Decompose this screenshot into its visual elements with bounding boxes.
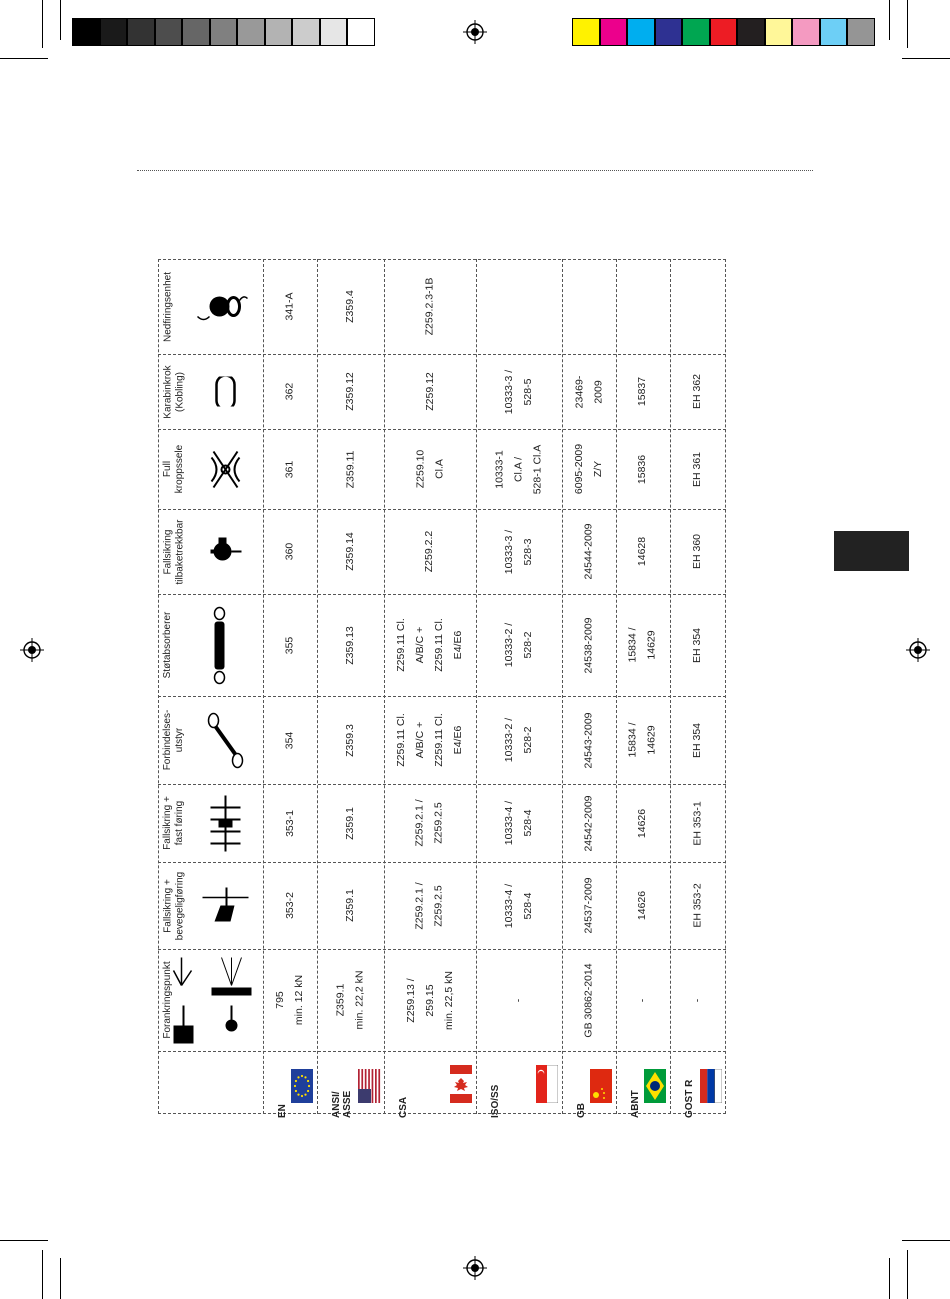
china-flag bbox=[590, 1069, 612, 1108]
table-cell bbox=[384, 509, 476, 594]
color-swatch bbox=[600, 18, 628, 46]
karabiner-icon bbox=[196, 354, 259, 429]
lanyard-icon bbox=[196, 696, 259, 784]
table-cell bbox=[263, 429, 317, 509]
standard-cell-csa bbox=[384, 1051, 476, 1118]
table-cell bbox=[616, 949, 670, 1051]
crop-mark bbox=[60, 0, 61, 40]
table-cell bbox=[384, 259, 476, 354]
color-swatch bbox=[792, 18, 820, 46]
table-cell bbox=[263, 949, 317, 1051]
anchor-point-icon bbox=[184, 949, 259, 1051]
cell-value: ЕН 353-2 bbox=[691, 883, 704, 928]
cell-value: Z359.1 bbox=[343, 806, 356, 840]
harness-icon bbox=[196, 429, 259, 509]
table-cell bbox=[263, 354, 317, 429]
gray-swatch bbox=[182, 18, 210, 46]
table-cell bbox=[317, 784, 384, 862]
table-cell bbox=[317, 594, 384, 696]
standard-cell-abnt bbox=[616, 1051, 670, 1118]
table-cell bbox=[476, 429, 562, 509]
section-tab bbox=[834, 531, 909, 571]
cell-value: ЕН 362 bbox=[691, 373, 704, 410]
table-cell bbox=[317, 429, 384, 509]
crop-mark bbox=[902, 58, 950, 59]
table-cell bbox=[616, 696, 670, 784]
table-cell bbox=[562, 949, 616, 1051]
cell-value: Z259.13 / 259.15 min. 22,5 kN bbox=[404, 970, 455, 1030]
dotted-separator bbox=[137, 170, 813, 171]
cell-value: 15834 / 14629 bbox=[626, 722, 658, 758]
table-cell bbox=[384, 696, 476, 784]
registration-mark-icon bbox=[463, 1256, 487, 1280]
cell-value: Z359.11 bbox=[344, 450, 356, 488]
column-header-label: Fallsikring + fast føring bbox=[162, 796, 185, 850]
cell-value: 14626 bbox=[636, 808, 649, 838]
gray-swatch bbox=[320, 18, 348, 46]
cell-value: 24543-2009 bbox=[582, 711, 595, 769]
cell-value: Z359.1 min. 22,2 kN bbox=[334, 970, 366, 1030]
cell-value: ЕН 354 bbox=[691, 722, 704, 758]
column-header-label: Forbindelses- utstyr bbox=[162, 709, 185, 771]
standard-cell-isoss bbox=[476, 1051, 562, 1118]
crop-mark bbox=[0, 58, 48, 59]
gray-swatch bbox=[155, 18, 183, 46]
cell-value: Z259.2.1 / Z259.2.5 bbox=[414, 799, 445, 847]
energy-absorber-icon bbox=[184, 594, 259, 696]
guided-fall-arrester-icon bbox=[196, 784, 259, 862]
cell-value: 10333-1 Cl.A / 528-1 Cl.A bbox=[493, 444, 544, 494]
cell-value: Z359.3 bbox=[343, 723, 356, 757]
table-cell bbox=[384, 594, 476, 696]
column-header-label: Forankringspunkt bbox=[162, 961, 173, 1039]
gray-swatch bbox=[210, 18, 238, 46]
table-cell bbox=[562, 509, 616, 594]
table-cell bbox=[670, 784, 726, 862]
standards-table bbox=[158, 259, 726, 1118]
table-cell bbox=[616, 594, 670, 696]
color-swatch bbox=[627, 18, 655, 46]
crop-mark bbox=[907, 0, 908, 48]
gray-swatch bbox=[292, 18, 320, 46]
table-cell bbox=[616, 784, 670, 862]
table-cell bbox=[562, 862, 616, 949]
cell-value: ЕН 354 bbox=[691, 627, 704, 663]
standard-cell-en bbox=[263, 1051, 317, 1118]
standard-label: CSA bbox=[398, 1096, 409, 1118]
cell-value: 15837 bbox=[636, 376, 649, 407]
cell-value: 15834 / 14629 bbox=[626, 627, 658, 663]
cell-value: Z259.2.2 bbox=[423, 530, 436, 573]
table-cell bbox=[616, 862, 670, 949]
table-cell bbox=[670, 509, 726, 594]
cell-value: Z359.1 bbox=[343, 889, 356, 922]
table-cell bbox=[476, 594, 562, 696]
cell-value: Z259.12 bbox=[423, 372, 436, 411]
standard-label: GOST R bbox=[684, 1079, 695, 1118]
cell-value: 6095-2009 Z/Y bbox=[573, 443, 604, 495]
gray-swatch bbox=[237, 18, 265, 46]
table-cell bbox=[616, 509, 670, 594]
table-cell bbox=[670, 259, 726, 354]
column-header-connecting bbox=[158, 696, 263, 784]
standard-label: ISO/SS bbox=[490, 1084, 501, 1118]
standard-cell-gb bbox=[562, 1051, 616, 1118]
table-cell bbox=[317, 259, 384, 354]
table-cell bbox=[562, 696, 616, 784]
cell-value: 24538-2009 bbox=[582, 616, 595, 674]
cell-value: 10333-2 / 528-2 bbox=[503, 622, 534, 668]
table-cell bbox=[562, 429, 616, 509]
table-cell bbox=[670, 949, 726, 1051]
table-cell bbox=[263, 259, 317, 354]
standard-label: ANSI/ ASSE bbox=[331, 1090, 353, 1118]
table-cell bbox=[317, 862, 384, 949]
cell-value: 353-1 bbox=[283, 809, 296, 837]
standard-label: ABNT bbox=[630, 1090, 641, 1118]
canada-flag bbox=[450, 1065, 472, 1108]
registration-mark-icon bbox=[20, 638, 44, 662]
table-cell bbox=[616, 429, 670, 509]
mobile-fall-arrester-icon bbox=[196, 862, 259, 949]
gray-swatch bbox=[100, 18, 128, 46]
cell-value: 341-A bbox=[283, 292, 296, 321]
crop-mark bbox=[0, 1240, 48, 1241]
color-swatch bbox=[655, 18, 683, 46]
cell-value: Z259.10 Cl.A bbox=[414, 449, 445, 489]
table-cell bbox=[317, 696, 384, 784]
gray-swatch bbox=[347, 18, 375, 46]
table-cell bbox=[670, 696, 726, 784]
column-header-label: Støtabsorberer bbox=[162, 611, 173, 679]
cell-value: ЕН 353-1 bbox=[691, 800, 704, 846]
cell-value: Z259.2.3-1B bbox=[423, 277, 436, 336]
column-header-label: Nedfiringsenhet bbox=[162, 271, 173, 342]
crop-mark bbox=[889, 0, 890, 40]
brazil-flag bbox=[644, 1069, 666, 1108]
color-swatch bbox=[737, 18, 765, 46]
table-cell bbox=[263, 784, 317, 862]
cell-value: 10333-2 / 528-2 bbox=[503, 717, 534, 763]
table-cell bbox=[384, 784, 476, 862]
table-cell bbox=[476, 259, 562, 354]
cell-value: 361 bbox=[283, 460, 296, 478]
column-header-moving bbox=[158, 862, 263, 949]
cell-value: 360 bbox=[283, 542, 296, 561]
table-cell bbox=[263, 862, 317, 949]
column-header-absorber bbox=[158, 594, 263, 696]
table-cell bbox=[670, 354, 726, 429]
table-cell bbox=[476, 509, 562, 594]
registration-mark-icon bbox=[463, 20, 487, 44]
eu-flag bbox=[291, 1069, 313, 1108]
table-cell bbox=[616, 354, 670, 429]
column-header-retractable bbox=[158, 509, 263, 594]
cell-value: Z259.2.1 / Z259.2.5 bbox=[414, 881, 445, 930]
cell-value: - bbox=[512, 998, 525, 1002]
cell-value: 24544-2009 bbox=[582, 523, 595, 580]
table-cell bbox=[562, 259, 616, 354]
cell-value: 354 bbox=[283, 731, 296, 749]
registration-mark-icon bbox=[906, 638, 930, 662]
table-cell bbox=[670, 429, 726, 509]
cell-value: ЕН 361 bbox=[691, 451, 704, 487]
crop-mark bbox=[42, 1250, 43, 1299]
color-swatch bbox=[765, 18, 793, 46]
cell-value: 10333-3 / 528-3 bbox=[503, 529, 534, 574]
column-header-anchor bbox=[158, 949, 263, 1051]
cell-value: 795 min. 12 kN bbox=[274, 974, 305, 1026]
cell-value: Z259.11 Cl. A/B/C + Z259.11 Cl. E4/E6 bbox=[395, 713, 464, 767]
table-cell bbox=[476, 354, 562, 429]
cell-value: Z359.14 bbox=[344, 532, 356, 571]
table-cell bbox=[562, 784, 616, 862]
table-cell bbox=[384, 949, 476, 1051]
cell-value: Z359.13 bbox=[344, 625, 356, 665]
crop-mark bbox=[907, 1250, 908, 1299]
table-cell bbox=[616, 259, 670, 354]
color-swatch bbox=[847, 18, 875, 46]
column-header-fixed bbox=[158, 784, 263, 862]
crop-mark bbox=[60, 1258, 61, 1299]
column-header-label: Full kroppssele bbox=[162, 444, 185, 494]
color-swatch bbox=[820, 18, 848, 46]
column-header-label: Karabinkrok (Kobling) bbox=[162, 364, 185, 419]
table-cell bbox=[670, 594, 726, 696]
table-cell bbox=[562, 354, 616, 429]
crop-mark bbox=[42, 0, 43, 48]
table-cell bbox=[317, 354, 384, 429]
table-cell bbox=[476, 949, 562, 1051]
retractable-fall-arrester-icon bbox=[196, 509, 259, 594]
table-cell bbox=[263, 696, 317, 784]
column-header-label: Fallsikring tilbaketrekkbar bbox=[162, 518, 185, 585]
russia-flag bbox=[700, 1069, 722, 1108]
cell-value: Z359.4 bbox=[343, 290, 356, 323]
column-header-karabiner bbox=[158, 354, 263, 429]
standard-cell-ansiasse bbox=[317, 1051, 384, 1118]
table-cell bbox=[263, 509, 317, 594]
table-cell bbox=[384, 354, 476, 429]
cell-value: ЕН 360 bbox=[691, 533, 704, 570]
standard-cell-gostr bbox=[670, 1051, 726, 1118]
cell-value: 362 bbox=[283, 382, 296, 401]
table-cell bbox=[384, 862, 476, 949]
table-cell bbox=[476, 862, 562, 949]
standard-label: GB bbox=[576, 1103, 587, 1118]
cell-value: Z359.12 bbox=[344, 372, 356, 411]
table-cell bbox=[317, 949, 384, 1051]
cell-value: 24542-2009 bbox=[582, 794, 595, 852]
cell-value: 23469- 2009 bbox=[572, 375, 604, 408]
cell-value: 24537-2009 bbox=[582, 877, 595, 934]
column-header-descender bbox=[158, 259, 263, 354]
cell-value: 15836 bbox=[636, 454, 649, 484]
table-cell bbox=[476, 696, 562, 784]
column-header-label: Fallsikring + bevegeligføring bbox=[162, 871, 185, 940]
cell-value: 353-2 bbox=[283, 892, 296, 919]
cell-value: Z259.11 Cl. A/B/C + Z259.11 Cl. E4/E6 bbox=[395, 618, 464, 672]
column-header-harness bbox=[158, 429, 263, 509]
color-swatch bbox=[682, 18, 710, 46]
cell-value: - bbox=[691, 998, 704, 1002]
crop-mark bbox=[902, 1240, 950, 1241]
table-cell bbox=[562, 594, 616, 696]
color-swatch bbox=[710, 18, 738, 46]
cell-value: 10333-3 / 528-5 bbox=[503, 369, 534, 414]
table-cell bbox=[384, 429, 476, 509]
standard-label: EN bbox=[277, 1104, 288, 1118]
singapore-flag bbox=[536, 1065, 558, 1108]
gray-swatch bbox=[127, 18, 155, 46]
us-flag bbox=[358, 1069, 382, 1108]
cell-value: GB 30862-2014 bbox=[582, 962, 595, 1038]
descender-icon bbox=[184, 259, 259, 354]
table-cell bbox=[670, 862, 726, 949]
cell-value: - bbox=[636, 998, 649, 1002]
cell-value: 14628 bbox=[636, 536, 649, 567]
cell-value: 10333-4 / 528-4 bbox=[503, 800, 534, 846]
cell-value: 355 bbox=[283, 636, 296, 654]
gray-swatch bbox=[265, 18, 293, 46]
gray-swatch bbox=[72, 18, 100, 46]
crop-mark bbox=[889, 1258, 890, 1299]
table-cell bbox=[476, 784, 562, 862]
cell-value: 14626 bbox=[636, 890, 649, 921]
color-swatch bbox=[572, 18, 600, 46]
table-cell bbox=[263, 594, 317, 696]
table-cell bbox=[317, 509, 384, 594]
cell-value: 10333-4 / 528-4 bbox=[503, 883, 534, 928]
